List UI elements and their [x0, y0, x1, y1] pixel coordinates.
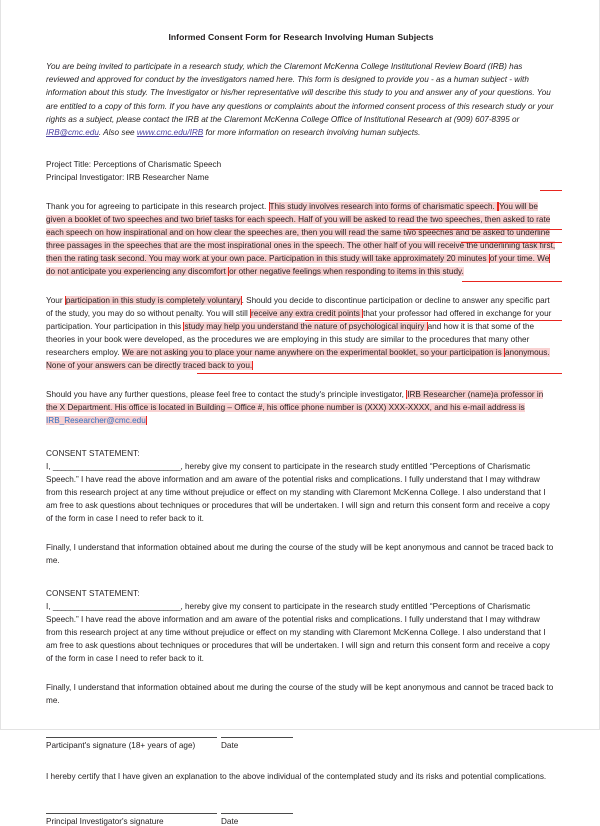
annotation-procedure: You will be given a booklet of two speeches and two brief tasks for each speech. Half of you will be asked to read the two speeches, then asked to rate each speech on how inspirational and on how clear the speeches are, then you will read the same two speeches and be asked to underline three passages in the speeches that are the most inspirational ones in the speech. The other half of you will receive the underlining task first, then the rating task second. You may work at your own pace. — [46, 202, 556, 264]
voluntary-lead: Your — [46, 296, 65, 306]
consent-statement-heading-1: CONSENT STATEMENT: — [46, 449, 140, 459]
annotation-rule-4 — [462, 281, 562, 282]
contact-paragraph — [46, 388, 556, 427]
investigator-date-column — [221, 813, 371, 826]
annotation-rule-5 — [305, 320, 562, 321]
annotation-researcher-name: IRB Researcher (name) — [407, 390, 494, 400]
project-title-line: Project Title: Perceptions of Charismatic Speech — [46, 160, 222, 170]
study-closing-text: or other negative feelings when responding to items in this study. — [229, 267, 464, 277]
intro-text-part2: . Also see — [98, 128, 137, 138]
consent-text-2: , hereby give my consent to participate in the research study entitled “Perceptions of Charismatic Speech.” I have read the above information and am aware of the potential risks and complications. I fully understand that I may withdraw from this research project at any time without prejudice or effect on my standing with Claremont McKenna College. I also understand that I am free to ask questions about techniques or procedures that will be undertaken. I will sign and return this consent form and receive a copy of the form in case I need to refer back to it. — [46, 602, 550, 664]
annotation-voluntary: participation in this study is completely voluntary — [65, 296, 241, 306]
annotation-rule-1 — [540, 190, 562, 191]
annotation-no-name: We are not asking you to place your name anywhere on the experimental booklet, so your participation is — [121, 348, 504, 358]
annotation-rule-3 — [461, 242, 562, 243]
participant-signature-block — [46, 737, 556, 750]
participant-signature-column — [46, 737, 221, 750]
annotation-extra-credit: receive any extra credit points — [251, 309, 363, 319]
voluntary-mid-text: . Should you decide to discontinue participation or decline to answer any specific part of the study, you may do so without penalty. You will still — [46, 296, 550, 319]
signature-blank-1[interactable]: ______________________________ — [52, 462, 181, 472]
consent-body-1 — [46, 460, 556, 525]
annotation-risk: do not anticipate you experiencing any discomfort — [46, 267, 229, 277]
consent-text-1: , hereby give my consent to participate in the research study entitled “Perceptions of Charismatic Speech.” I have read the above information and am aware of the potential risks and complications. I fully understand that I may withdraw from this research project at any time without prejudice or effect on my standing with Claremont McKenna College. I also understand that I am free to ask questions about techniques or procedures that will be undertaken. I will sign and return this consent form and receive a copy of the form in case I need to refer back to it. — [46, 462, 550, 524]
participant-signature-label: Participant's signature (18+ years of age) — [46, 741, 196, 751]
consent-body-2 — [46, 600, 556, 665]
annotation-benefit: study may help you understand the nature of psychological inquiry — [184, 322, 427, 332]
consent-lead-2: I, — [46, 602, 53, 612]
annotation-duration-tail: of your time. We — [489, 254, 550, 264]
voluntary-exchange-text: that your professor had offered in exchange for your participation. Your participation in this — [46, 309, 552, 332]
annotation-researcher-details: a professor in the X Department. His office is located in Building – Office #, his office phone number is (XXX) XXX-XXXX, and his e-mail address is — [46, 390, 544, 413]
irb-email-link[interactable]: IRB@cmc.edu — [46, 128, 99, 138]
document-content — [46, 0, 556, 826]
certification-paragraph: I hereby certify that I have given an explanation to the above individual of the contemplated study and its risks and potential complications. — [46, 772, 547, 782]
annotation-study-scope: This study involves research into forms of charismatic speech. — [269, 202, 498, 212]
investigator-signature-label: Principal Investigator's signature — [46, 817, 164, 826]
voluntary-theories-text: and how it is that some of the theories in your book were developed, as the procedures we are employing in this study are similar to the procedures that many other researchers employ. — [46, 322, 535, 358]
researcher-email-link[interactable]: IRB_Researcher@cmc.edu — [46, 416, 146, 426]
investigator-signature-column — [46, 813, 221, 826]
annotation-rule-2 — [407, 229, 562, 230]
principal-investigator-line: Principal Investigator: IRB Researcher Name — [46, 172, 209, 182]
consent-lead-1: I, — [46, 462, 53, 472]
consent-statement-heading-2: CONSENT STATEMENT: — [46, 589, 140, 599]
investigator-date-label: Date — [221, 817, 239, 826]
intro-text-part3: for more information on research involving human subjects. — [203, 128, 421, 138]
irb-website-link[interactable]: www.cmc.edu/IRB — [136, 128, 204, 138]
contact-lead: Should you have any further questions, please feel free to contact the study's principle investigator, — [46, 390, 407, 400]
annotation-rule-6 — [197, 373, 562, 374]
intro-paragraph — [46, 60, 556, 139]
consent-finally-1: Finally, I understand that information obtained about me during the course of the study will be kept anonymous and cannot be traced back to me. — [46, 543, 554, 566]
study-intro-text: Thank you for agreeing to participate in this research project. — [46, 202, 269, 212]
consent-finally-2: Finally, I understand that information obtained about me during the course of the study will be kept anonymous and cannot be traced back to me. — [46, 683, 554, 706]
signature-blank-2[interactable]: ______________________________ — [52, 602, 181, 612]
intro-text-part1: You are being invited to participate in a research study, which the Claremont McKenna College Institutional Review Board (IRB) has reviewed and approved for conduct by the investigators named here. This form is designed to provide you - as a human subject - with information about this study. The Investigator or his/her representative will describe this study to you and answer any of your questions. You are entitled to a copy of this form. If you have any questions or complaints about the informed consent process of this research study or your rights as a subject, please contact the IRB at the Claremont McKenna College Office of Institutional Research at (909) 607-8395 or — [46, 62, 554, 124]
participant-date-column — [221, 737, 371, 750]
project-meta — [46, 159, 556, 184]
annotation-anonymous: anonymous. None of your answers can be directly traced back to you. — [46, 348, 550, 371]
annotation-duration: Participation in this study will take approximately 20 minutes — [269, 254, 489, 264]
investigator-signature-block — [46, 813, 556, 826]
participant-date-label: Date — [221, 741, 239, 751]
voluntary-paragraph — [46, 294, 556, 372]
study-description-paragraph — [46, 200, 556, 278]
page-title: Informed Consent Form for Research Involving Human Subjects — [168, 32, 434, 42]
